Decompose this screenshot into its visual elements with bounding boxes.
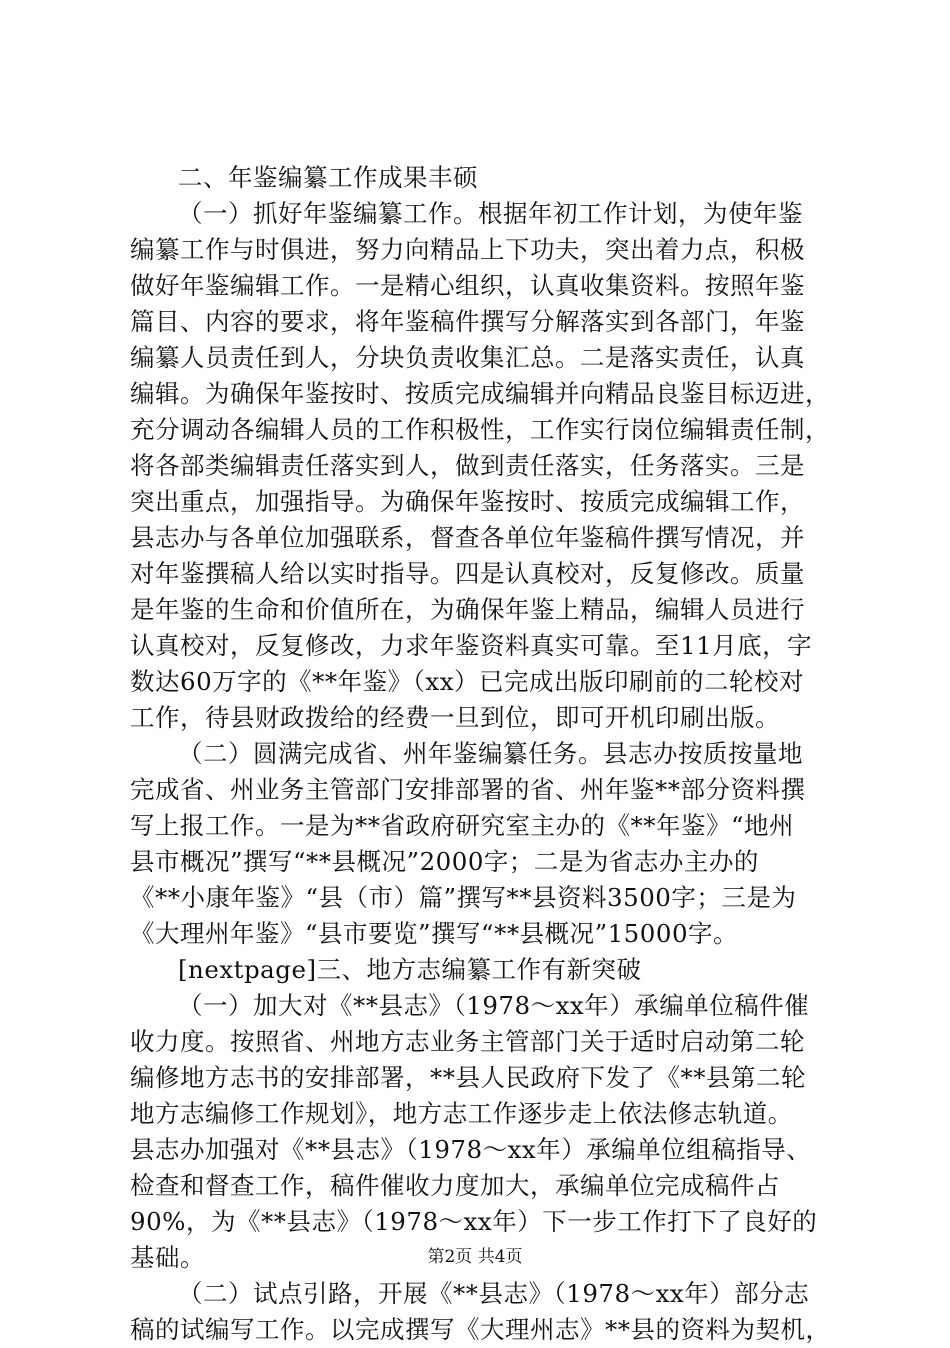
paragraph-line: （二）圆满完成省、州年鉴编纂任务。县志办按质按量地	[178, 739, 803, 768]
paragraph-line: 编纂工作与时俱进，努力向精品上下功夫，突出着力点，积极	[130, 235, 805, 264]
paragraph-line: （二）试点引路，开展《**县志》（1978～xx年）部分志	[178, 1279, 810, 1308]
paragraph-line: 《**小康年鉴》“县（市）篇”撰写**县资料3500字；三是为	[130, 883, 797, 912]
paragraph-line: 《大理州年鉴》“县市要览”撰写“**县概况”15000字。	[130, 919, 739, 948]
paragraph-line: 是年鉴的生命和价值所在，为确保年鉴上精品，编辑人员进行	[130, 595, 805, 624]
paragraph-line: 编纂人员责任到人，分块负责收集汇总。二是落实责任，认真	[130, 343, 805, 372]
paragraph-line: 编辑。为确保年鉴按时、按质完成编辑并向精品良鉴目标迈进，	[130, 379, 830, 408]
paragraph-line: 完成省、州业务主管部门安排部署的省、州年鉴**部分资料撰	[130, 775, 806, 804]
paragraph-line: 认真校对，反复修改，力求年鉴资料真实可靠。至11月底，字	[130, 631, 813, 660]
paragraph-line: （一）加大对《**县志》（1978～xx年）承编单位稿件催	[178, 991, 810, 1020]
paragraph-line: 数达60万字的《**年鉴》（xx）已完成出版印刷前的二轮校对	[130, 667, 805, 696]
paragraph-line: 县市概况”撰写“**县概况”2000字；二是为省志办主办的	[130, 847, 759, 876]
paragraph-line: 将各部类编辑责任落实到人，做到责任落实，任务落实。三是	[130, 451, 805, 480]
paragraph-line: 地方志编修工作规划》，地方志工作逐步走上依法修志轨道。	[130, 1099, 793, 1128]
paragraph-line: 突出重点，加强指导。为确保年鉴按时、按质完成编辑工作，	[130, 487, 805, 516]
paragraph-line: 90%，为《**县志》（1978～xx年）下一步工作打下了良好的	[130, 1207, 818, 1236]
paragraph-line: （一）抓好年鉴编纂工作。根据年初工作计划，为使年鉴	[178, 199, 803, 228]
paragraph-line: 基础。	[130, 1243, 205, 1272]
paragraph-line: 稿的试编写工作。以完成撰写《大理州志》**县的资料为契机，	[130, 1315, 831, 1344]
paragraph-line: 县志办加强对《**县志》（1978～xx年）承编单位组稿指导、	[130, 1135, 812, 1164]
paragraph-line: 做好年鉴编辑工作。一是精心组织，认真收集资料。按照年鉴	[130, 271, 805, 300]
paragraph-line: 检查和督查工作，稿件催收力度加大，承编单位完成稿件占	[130, 1171, 780, 1200]
paragraph-line: 县志办与各单位加强联系，督查各单位年鉴稿件撰写情况，并	[130, 523, 805, 552]
paragraph-line: 篇目、内容的要求，将年鉴稿件撰写分解落实到各部门，年鉴	[130, 307, 805, 336]
section-heading: [nextpage]三、地方志编纂工作有新突破	[178, 955, 642, 984]
paragraph-line: 对年鉴撰稿人给以实时指导。四是认真校对，反复修改。质量	[130, 559, 805, 588]
paragraph-line: 编修地方志书的安排部署，**县人民政府下发了《**县第二轮	[130, 1063, 806, 1092]
page-footer: 第2页 共4页	[427, 1247, 523, 1267]
paragraph-line: 收力度。按照省、州地方志业务主管部门关于适时启动第二轮	[130, 1027, 805, 1056]
section-heading: 二、年鉴编纂工作成果丰硕	[178, 163, 478, 192]
paragraph-line: 工作，待县财政拨给的经费一旦到位，即可开机印刷出版。	[130, 703, 780, 732]
paragraph-line: 充分调动各编辑人员的工作积极性，工作实行岗位编辑责任制，	[130, 415, 830, 444]
paragraph-line: 写上报工作。一是为**省政府研究室主办的《**年鉴》“地州	[130, 811, 795, 840]
